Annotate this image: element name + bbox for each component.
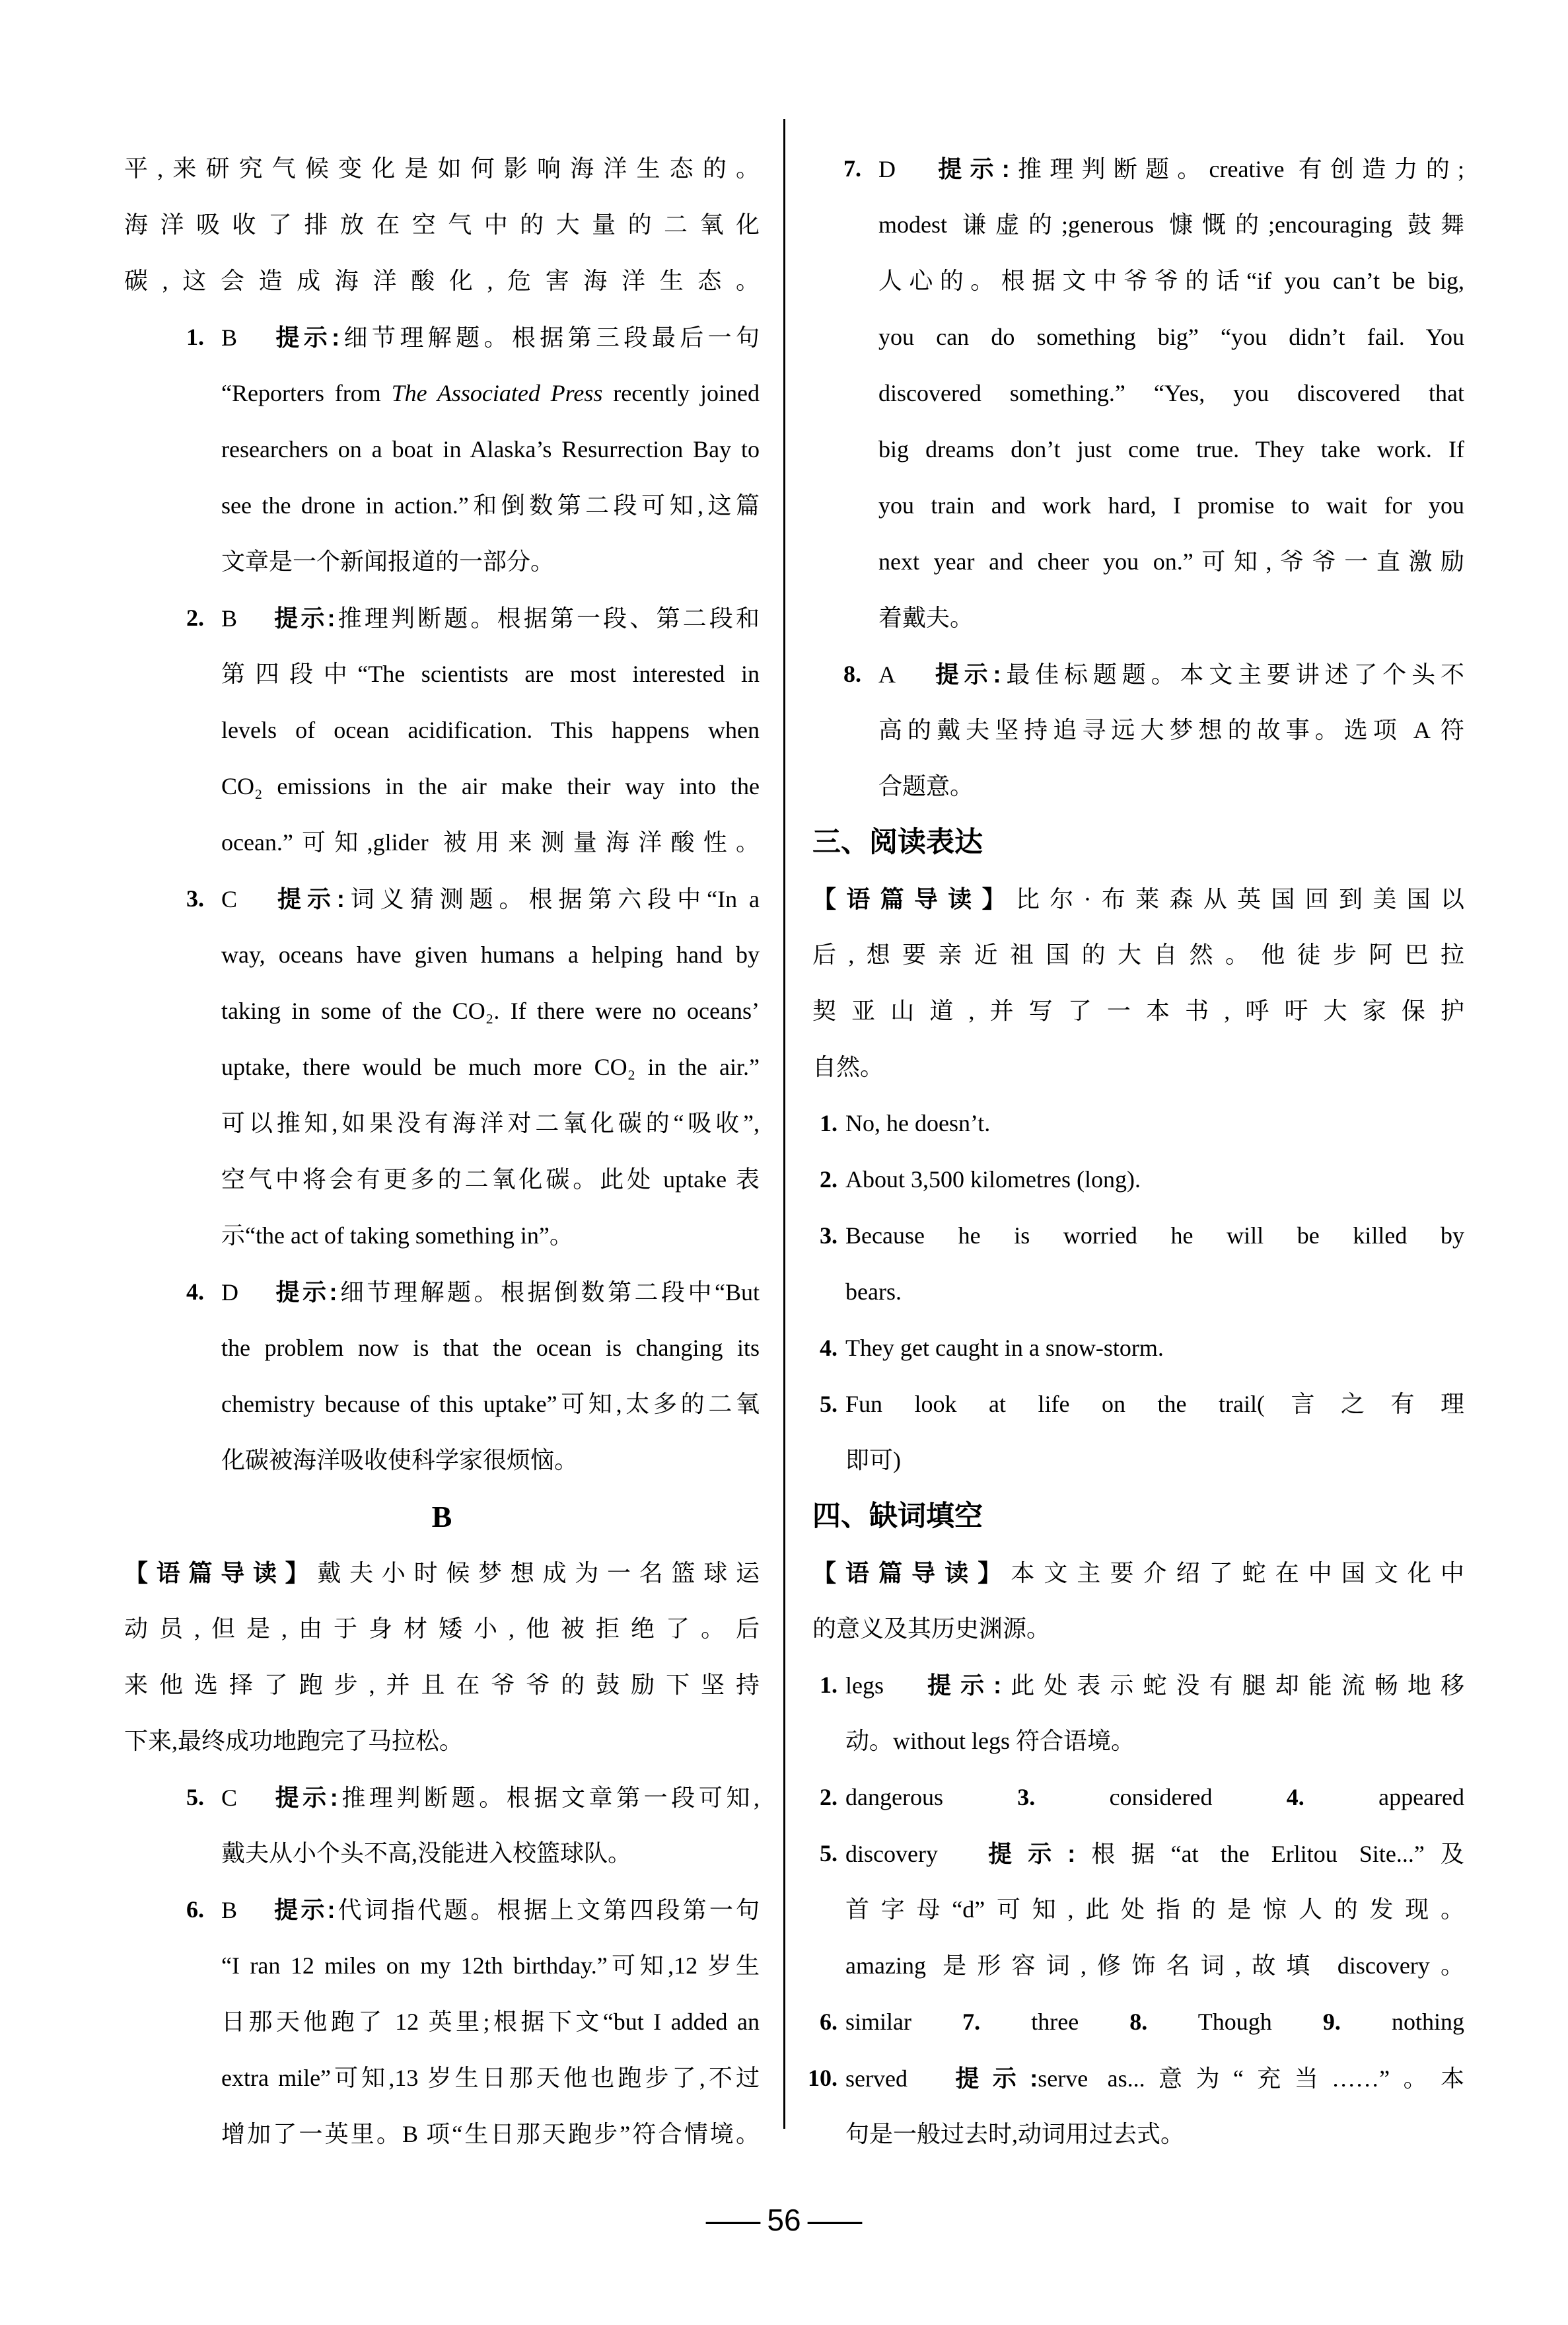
- continuation-line: [845, 1713, 1464, 1769]
- continuation-line: [221, 1152, 760, 1208]
- page-footer: [0, 2192, 1568, 2248]
- footer-dash-right: —: [807, 2203, 862, 2237]
- text-segment: 平,来研究气候变化是如何影响海洋生态的。: [124, 155, 760, 182]
- text-segment: 最佳标题题。本文主要讲述了个头不: [1001, 661, 1464, 688]
- continuation-line: [221, 983, 760, 1039]
- continuation-line: [221, 1208, 760, 1264]
- tip-label: 提示:: [930, 661, 1001, 688]
- paragraph-line: [812, 1545, 1464, 1601]
- text-segment: considered: [1035, 1784, 1287, 1810]
- section-heading: 三、阅读表达: [812, 827, 983, 858]
- answer-text: C: [221, 886, 238, 912]
- text-segment: 7.: [962, 2009, 981, 2035]
- continuation-line: [878, 590, 1464, 646]
- answer-item-line: [820, 1152, 1464, 1208]
- text-segment: 本文主要介绍了蛇在中国文化中: [1011, 1560, 1464, 1586]
- answer-item-line: [820, 1769, 1464, 1826]
- answer-item-line: [820, 1208, 1464, 1264]
- tip-label: 提示:: [918, 1672, 1002, 1699]
- item-number: 10.: [808, 2065, 837, 2091]
- continuation-line: [221, 758, 760, 815]
- text-segment: “I ran 12 miles on my 12th birthday.”可知,12 岁生: [221, 1952, 760, 1979]
- continuation-line: [221, 422, 760, 478]
- answer-text: served: [845, 2065, 908, 2092]
- text-segment: 示“the act of taking something in”。: [221, 1222, 573, 1249]
- item-number: 4.: [820, 1335, 837, 1361]
- continuation-line: [878, 758, 1464, 815]
- tip-label: 提示:: [271, 605, 336, 632]
- text-segment: Fun look at life on the trail(言之有理: [845, 1391, 1464, 1417]
- text-segment: next year and cheer you on.”可知,爷爷一直激励: [878, 548, 1464, 575]
- text-segment: dangerous: [845, 1784, 1018, 1810]
- text-segment: serve as...意为“充当……”。本: [1038, 2065, 1464, 2092]
- answer-item-line: [186, 1264, 760, 1320]
- tip-label: 提示:: [930, 155, 1010, 182]
- item-number: 3.: [186, 885, 204, 912]
- text-segment: 根据“at the Erlitou Site...”及: [1075, 1841, 1464, 1867]
- paragraph-line: [812, 983, 1464, 1039]
- text-segment: taking in some of the CO₂. If there were no oceans’: [221, 998, 760, 1024]
- text-segment: 细节理解题。根据倒数第二段中“But: [337, 1279, 760, 1306]
- text-segment: way, oceans have given humans a helping hand by: [221, 941, 760, 968]
- tip-label: 提示:: [972, 1840, 1076, 1867]
- continuation-line: [221, 1826, 760, 1882]
- item-number: 5.: [186, 1784, 204, 1810]
- paragraph-line: [812, 871, 1464, 927]
- section-heading: 四、缺词填空: [812, 1500, 983, 1532]
- text-segment: 高的戴夫坚持追寻远大梦想的故事。选项 A 符: [878, 717, 1464, 743]
- text-segment: No, he doesn’t.: [845, 1110, 991, 1136]
- item-number: 2.: [820, 1784, 837, 1810]
- text-segment: 合题意。: [878, 773, 974, 799]
- text-segment: you train and work hard, I promise to wait for you: [878, 492, 1464, 519]
- text-segment: 4.: [1286, 1784, 1304, 1810]
- paragraph-line: [124, 1657, 760, 1713]
- answer-item-line: [808, 2050, 1464, 2106]
- right-column: [808, 141, 1464, 2162]
- tip-label: 提示:: [271, 324, 340, 351]
- text-segment: 推理判断题。根据第一段、第二段和: [335, 605, 760, 632]
- text-segment: amazing 是形容词,修饰名词,故填 discovery。: [845, 1952, 1464, 1979]
- text-segment: 增加了一英里。B 项“生日那天跑步”符合情境。: [221, 2121, 760, 2147]
- text-segment: discovered something.” “Yes, you discovered that: [878, 380, 1464, 406]
- answer-item-line: [186, 590, 760, 646]
- paragraph-line: [124, 141, 760, 197]
- text-segment: 比尔·布莱森从英国回到美国以: [1015, 886, 1464, 912]
- page-number: 56: [767, 2203, 801, 2237]
- text-segment: researchers on a boat in Alaska’s Resurrection Bay to: [221, 436, 760, 462]
- guide-label: 【语篇导读】: [812, 1559, 1011, 1586]
- continuation-line: [878, 534, 1464, 590]
- continuation-line: [221, 1432, 760, 1489]
- text-segment: The Associated Press: [391, 380, 603, 406]
- text-segment: see the drone in action.”和倒数第二段可知,这篇: [221, 492, 760, 519]
- item-number: 6.: [186, 1896, 204, 1923]
- continuation-line: [221, 702, 760, 758]
- continuation-line: [221, 1994, 760, 2050]
- passage-label: B: [431, 1500, 452, 1533]
- text-segment: 后,想要亲近祖国的大自然。他徒步阿巴拉: [812, 941, 1464, 968]
- text-segment: nothing: [1340, 2009, 1464, 2035]
- continuation-line: [878, 702, 1464, 758]
- continuation-line: [845, 2106, 1464, 2162]
- text-segment: chemistry because of this uptake”可知,太多的二氧: [221, 1391, 760, 1417]
- paragraph-line: [124, 1713, 760, 1769]
- continuation-line: [221, 1938, 760, 1994]
- text-segment: 代词指代题。根据上文第四段第一句: [335, 1897, 760, 1923]
- text-segment: 人心的。根据文中爷爷的话“if you can’t be big,: [878, 268, 1464, 294]
- tip-label: 提示:: [271, 1784, 338, 1811]
- text-segment: 文章是一个新闻报道的一部分。: [221, 548, 555, 575]
- text-segment: 的意义及其历史渊源。: [812, 1615, 1051, 1642]
- text-segment: 可以推知,如果没有海洋对二氧化碳的“吸收”,: [221, 1110, 760, 1136]
- text-segment: 碳,这会造成海洋酸化,危害海洋生态。: [124, 268, 760, 294]
- item-number: 2.: [186, 605, 204, 631]
- answer-item-line: [843, 141, 1464, 197]
- item-number: 3.: [820, 1222, 837, 1249]
- text-segment: 9.: [1322, 2009, 1341, 2035]
- continuation-line: [221, 2050, 760, 2106]
- continuation-line: [221, 534, 760, 590]
- text-segment: 空气中将会有更多的二氧化碳。此处 uptake 表: [221, 1166, 760, 1193]
- text-segment: 日那天他跑了 12 英里;根据下文“but I added an: [221, 2009, 760, 2035]
- guide-label: 【语篇导读】: [124, 1559, 318, 1586]
- text-segment: 动。without legs 符合语境。: [845, 1728, 1135, 1754]
- item-number: 5.: [820, 1840, 837, 1866]
- item-number: 6.: [820, 2009, 837, 2035]
- text-segment: extra mile”可知,13 岁生日那天他也跑步了,不过: [221, 2065, 760, 2091]
- continuation-line: [878, 197, 1464, 253]
- text-segment: 着戴夫。: [878, 605, 974, 631]
- text-segment: 来他选择了跑步,并且在爷爷的鼓励下坚持: [124, 1672, 760, 1698]
- text-segment: 第四段中“The scientists are most interested in: [221, 661, 760, 687]
- text-segment: 首字母“d”可知,此处指的是惊人的发现。: [845, 1896, 1464, 1923]
- item-number: 4.: [186, 1278, 204, 1305]
- text-segment: you can do something big” “you didn’t fail. You: [878, 324, 1464, 350]
- answer-item-line: [820, 1994, 1464, 2050]
- tip-label: 提示:: [273, 1278, 338, 1306]
- text-segment: 戴夫从小个头不高,没能进入校篮球队。: [221, 1840, 632, 1866]
- text-segment: 自然。: [812, 1054, 884, 1080]
- continuation-line: [845, 1432, 1464, 1489]
- continuation-line: [221, 1095, 760, 1152]
- text-segment: uptake, there would be much more CO₂ in the air.”: [221, 1054, 760, 1080]
- item-number: 2.: [820, 1166, 837, 1193]
- continuation-line: [221, 646, 760, 702]
- answer-text: legs: [845, 1672, 884, 1699]
- paragraph-line: [812, 1039, 1464, 1095]
- tip-label: 提示:: [271, 885, 345, 912]
- continuation-line: [878, 478, 1464, 534]
- continuation-line: [845, 1938, 1464, 1994]
- paragraph-line: [812, 927, 1464, 983]
- continuation-line: [878, 422, 1464, 478]
- continuation-line: [221, 927, 760, 983]
- text-segment: modest 谦虚的;generous 慷慨的;encouraging 鼓舞: [878, 211, 1464, 238]
- answer-text: B: [221, 1897, 238, 1923]
- answer-item-line: [186, 871, 760, 927]
- continuation-line: [878, 309, 1464, 365]
- continuation-line: [221, 1320, 760, 1376]
- item-number: 1.: [820, 1672, 837, 1698]
- answer-item-line: [820, 1826, 1464, 1882]
- paragraph-line: [812, 1601, 1464, 1657]
- text-segment: levels of ocean acidification. This happens when: [221, 717, 760, 743]
- answer-text: D: [878, 156, 896, 182]
- text-segment: similar: [845, 2009, 963, 2035]
- answer-text: B: [221, 605, 238, 632]
- text-segment: 海洋吸收了排放在空气中的大量的二氧化: [124, 211, 760, 238]
- footer-dash-left: —: [706, 2203, 761, 2237]
- text-segment: 细节理解题。根据第三段最后一句: [339, 324, 760, 351]
- text-segment: 词义猜测题。根据第六段中“In a: [344, 886, 760, 912]
- text-segment: 即可): [845, 1447, 901, 1473]
- text-segment: bears.: [845, 1278, 902, 1305]
- tip-label: 提示:: [941, 2065, 1038, 2092]
- continuation-line: [221, 478, 760, 534]
- text-segment: 契亚山道,并写了一本书,呼吁大家保护: [812, 998, 1464, 1024]
- text-segment: 推理判断题。根据文章第一段可知,: [338, 1785, 760, 1811]
- text-segment: 此处表示蛇没有腿却能流畅地移: [1001, 1672, 1464, 1699]
- continuation-line: [878, 253, 1464, 309]
- answer-text: B: [221, 324, 238, 351]
- paragraph-line: [124, 253, 760, 309]
- text-segment: three: [980, 2009, 1130, 2035]
- answer-item-line: [843, 646, 1464, 702]
- text-segment: big dreams don’t just come true. They take work. If: [878, 436, 1464, 462]
- text-segment: 戴夫小时候梦想成为一名篮球运: [317, 1560, 760, 1586]
- text-segment: recently joined: [602, 380, 760, 406]
- answer-text: C: [221, 1785, 238, 1811]
- text-segment: Though: [1147, 2009, 1323, 2035]
- text-segment: “Reporters from: [221, 380, 392, 406]
- answer-text: discovery: [845, 1841, 938, 1867]
- answer-item-line: [186, 1882, 760, 1938]
- answer-text: A: [878, 661, 896, 688]
- continuation-line: [221, 365, 760, 422]
- item-number: 1.: [820, 1110, 837, 1136]
- text-segment: appeared: [1304, 1784, 1464, 1810]
- paragraph-line: [124, 1601, 760, 1657]
- text-segment: About 3,500 kilometres (long).: [845, 1166, 1141, 1193]
- text-segment: 推理判断题。creative 有创造力的;: [1009, 156, 1464, 182]
- column-divider: [783, 119, 785, 2129]
- continuation-line: [221, 2106, 760, 2162]
- answer-text: D: [221, 1279, 238, 1306]
- continuation-line: [221, 815, 760, 871]
- answer-item-line: [820, 1095, 1464, 1152]
- item-number: 5.: [820, 1391, 837, 1417]
- left-column: [124, 141, 760, 2162]
- text-segment: 下来,最终成功地跑完了马拉松。: [124, 1728, 464, 1754]
- answer-item-line: [186, 1769, 760, 1826]
- answer-item-line: [820, 1376, 1464, 1432]
- item-number: 8.: [843, 661, 861, 687]
- text-segment: ocean.”可知,glider 被用来测量海洋酸性。: [221, 829, 760, 856]
- tip-label: 提示:: [271, 1896, 336, 1923]
- continuation-line: [221, 1039, 760, 1095]
- answer-item-line: [186, 309, 760, 365]
- text-segment: 8.: [1129, 2009, 1148, 2035]
- text-segment: 句是一般过去时,动词用过去式。: [845, 2121, 1185, 2147]
- text-segment: 化碳被海洋吸收使科学家很烦恼。: [221, 1447, 579, 1473]
- text-segment: the problem now is that the ocean is changing its: [221, 1335, 760, 1361]
- continuation-line: [845, 1264, 1464, 1320]
- continuation-line: [878, 365, 1464, 422]
- answer-item-line: [820, 1657, 1464, 1713]
- continuation-line: [845, 1882, 1464, 1938]
- text-segment: 动员,但是,由于身材矮小,他被拒绝了。后: [124, 1615, 760, 1642]
- text-segment: 3.: [1017, 1784, 1036, 1810]
- item-number: 1.: [186, 324, 204, 350]
- guide-label: 【语篇导读】: [812, 885, 1016, 912]
- answer-item-line: [820, 1320, 1464, 1376]
- paragraph-line: [124, 197, 760, 253]
- text-segment: CO₂ emissions in the air make their way into the: [221, 773, 760, 799]
- item-number: 7.: [843, 155, 861, 182]
- text-segment: They get caught in a snow-storm.: [845, 1335, 1164, 1361]
- text-segment: Because he is worried he will be killed by: [845, 1222, 1464, 1249]
- continuation-line: [221, 1376, 760, 1432]
- paragraph-line: [124, 1545, 760, 1601]
